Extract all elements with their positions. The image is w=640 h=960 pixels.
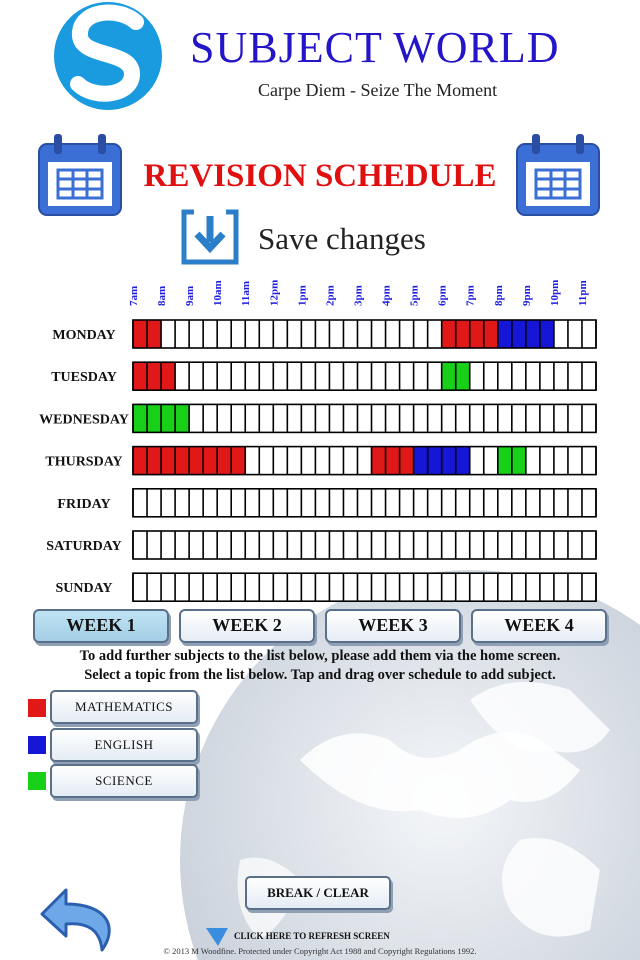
- day-label: MONDAY: [52, 328, 116, 343]
- refresh-arrow-icon: [204, 926, 232, 948]
- scheduled-block-mathematics[interactable]: [372, 447, 414, 475]
- hour-label: 11pm: [576, 280, 589, 306]
- save-changes-label: Save changes: [258, 221, 426, 256]
- schedule-grid[interactable]: [0, 262, 640, 607]
- copyright-notice: © 2013 M Woodfine. Protected under Copyright Act 1988 and Copyright Regulations 1992.: [163, 946, 477, 956]
- break-clear-button[interactable]: BREAK / CLEAR: [245, 876, 391, 910]
- page-title: REVISION SCHEDULE: [143, 158, 497, 194]
- hour-label: 3pm: [352, 285, 365, 306]
- subject-button-mathematics[interactable]: MATHEMATICS: [50, 690, 198, 724]
- hour-label: 1pm: [296, 285, 309, 306]
- day-label: SATURDAY: [46, 539, 122, 554]
- subject-world-logo: [48, 0, 168, 112]
- hour-label: 11am: [240, 280, 253, 306]
- hour-label: 4pm: [380, 285, 393, 306]
- tab-week-3[interactable]: WEEK 3: [325, 609, 461, 643]
- subject-button-science[interactable]: SCIENCE: [50, 764, 198, 798]
- app-subtitle: Carpe Diem - Seize The Moment: [258, 80, 498, 100]
- save-icon: [180, 208, 240, 266]
- tab-week-1[interactable]: WEEK 1: [33, 609, 169, 643]
- hour-label: 7am: [128, 285, 140, 306]
- tab-week-4[interactable]: WEEK 4: [471, 609, 607, 643]
- science-color-swatch: [28, 772, 46, 790]
- day-label: TUESDAY: [51, 370, 117, 386]
- hour-label: 6pm: [436, 285, 449, 306]
- hour-label: 8am: [156, 285, 169, 306]
- mathematics-color-swatch: [28, 699, 46, 717]
- day-label: SUNDAY: [55, 581, 113, 597]
- english-color-swatch: [28, 736, 46, 754]
- refresh-screen-label: CLICK HERE TO REFRESH SCREEN: [234, 931, 390, 941]
- day-label: THURSDAY: [45, 454, 123, 470]
- instructions-line-2: Select a topic from the list below. Tap and drag over schedule to add subject.: [84, 667, 556, 683]
- instructions-line-1: To add further subjects to the list below, please add them via the home screen.: [79, 648, 561, 664]
- instructions: [20, 647, 620, 685]
- app-title: SUBJECT WORLD: [190, 23, 560, 72]
- hour-label: 12pm: [268, 279, 281, 306]
- tab-week-2[interactable]: WEEK 2: [179, 609, 315, 643]
- hour-label: 2pm: [324, 285, 337, 306]
- day-label: WEDNESDAY: [39, 412, 129, 428]
- hour-label: 8pm: [492, 285, 505, 306]
- hour-label: 9pm: [520, 285, 533, 306]
- hour-label: 9am: [184, 285, 197, 306]
- hour-label: 5pm: [408, 285, 421, 306]
- hour-label: 7pm: [464, 285, 477, 306]
- hour-label: 10am: [212, 280, 225, 306]
- hour-label: 10pm: [548, 279, 561, 306]
- save-changes-button[interactable]: [180, 208, 470, 266]
- scheduled-block-mathematics[interactable]: [133, 362, 175, 390]
- day-label: FRIDAY: [57, 496, 111, 512]
- subject-button-english[interactable]: ENGLISH: [50, 728, 198, 762]
